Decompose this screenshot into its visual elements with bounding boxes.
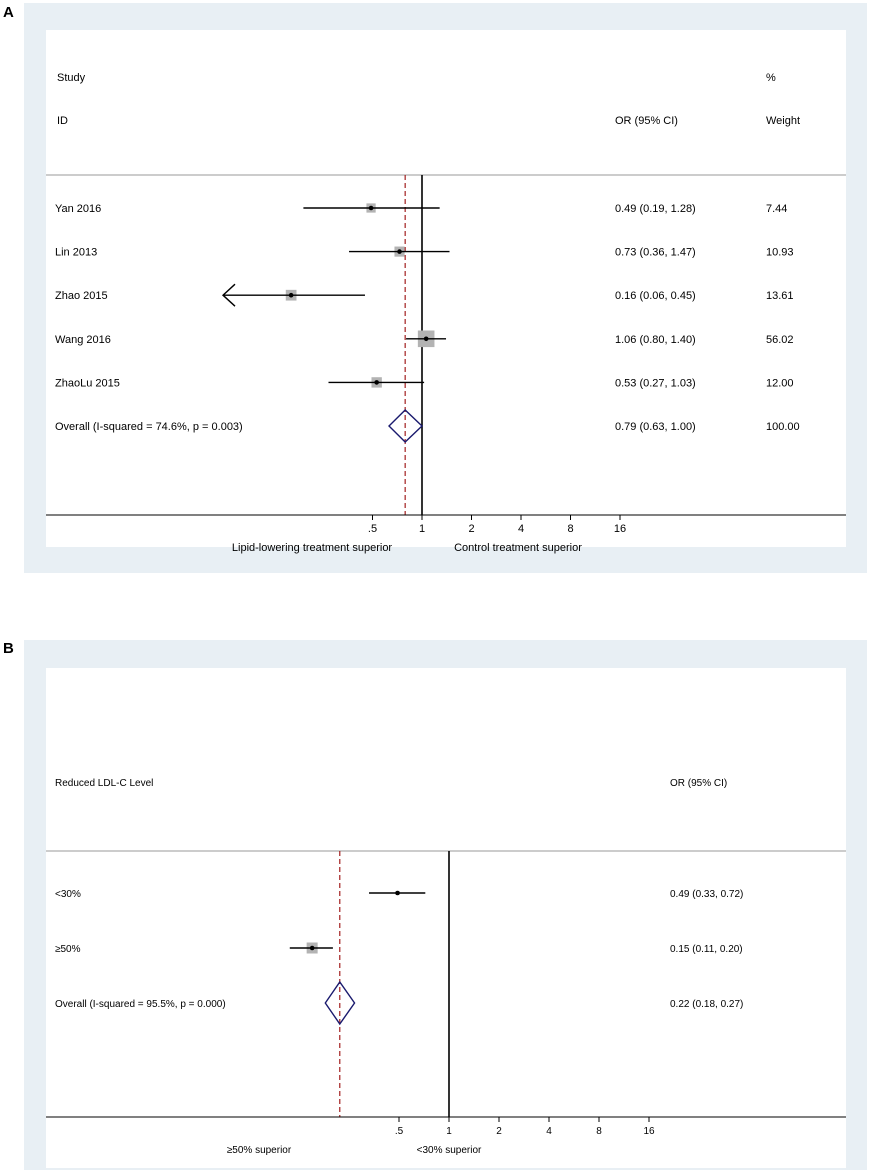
row-ci-text: 0.49 (0.33, 0.72): [670, 889, 744, 900]
overall-ci-text: 0.22 (0.18, 0.27): [670, 999, 744, 1010]
overall-weight-text: 100.00: [766, 421, 800, 433]
panel-b-letter: B: [3, 640, 14, 657]
x-tick-label: 4: [546, 1126, 552, 1137]
row-weight-text: 10.93: [766, 246, 794, 259]
row-label: Lin 2013: [55, 246, 98, 259]
column-header-or: OR (95% CI): [670, 778, 728, 789]
x-axis-label-left: Lipid-lowering treatment superior: [231, 542, 393, 554]
row-ci-text: 0.49 (0.19, 1.28): [615, 203, 696, 215]
row-label: Wang 2016: [55, 333, 111, 346]
x-tick-label: 16: [613, 523, 627, 535]
row-weight-text: 7.44: [766, 203, 788, 215]
overall-label: Overall (I-squared = 74.6%, p = 0.003): [55, 421, 243, 433]
row-label: Zhao 2015: [55, 290, 108, 303]
column-header-study: Study: [57, 72, 86, 84]
forest-plot-b: [0, 630, 870, 1174]
x-tick-label: 8: [596, 1126, 602, 1137]
column-header-or: OR (95% CI): [615, 115, 678, 127]
x-axis-label-right: <30% superior: [416, 1145, 482, 1156]
x-tick-label: 2: [496, 1126, 502, 1137]
panel-a-letter: A: [3, 4, 14, 21]
x-tick-label: 2: [468, 523, 475, 535]
row-weight-text: 12.00: [766, 377, 794, 390]
row-ci-text: 0.15 (0.11, 0.20): [670, 944, 743, 955]
point-estimate: [374, 380, 379, 385]
row-label: ZhaoLu 2015: [55, 377, 120, 390]
x-tick-label: 1: [418, 523, 426, 535]
row-ci-text: 0.53 (0.27, 1.03): [615, 377, 696, 390]
row-weight-text: 56.02: [766, 333, 794, 346]
x-tick-label: 1: [446, 1126, 452, 1137]
point-estimate: [395, 891, 400, 896]
row-ci-text: 0.16 (0.06, 0.45): [615, 290, 696, 303]
overall-ci-text: 0.79 (0.63, 1.00): [615, 421, 696, 433]
row-ci-text: 0.73 (0.36, 1.47): [615, 246, 696, 259]
column-header-percent: %: [766, 72, 776, 84]
x-tick-label: .5: [394, 1126, 404, 1137]
point-estimate: [424, 337, 429, 342]
x-tick-label: 4: [517, 523, 525, 535]
point-estimate: [289, 293, 294, 298]
point-estimate: [397, 249, 402, 254]
column-header-group: Reduced LDL-C Level: [55, 778, 154, 789]
column-header-weight: Weight: [766, 115, 801, 127]
column-header-id: ID: [57, 115, 68, 127]
x-tick-label: 8: [567, 523, 574, 535]
x-axis-label-left: ≥50% superior: [226, 1145, 292, 1156]
row-weight-text: 13.61: [766, 290, 794, 303]
row-label: Yan 2016: [55, 203, 102, 215]
x-tick-label: 16: [643, 1126, 655, 1137]
row-label: <30%: [55, 889, 81, 900]
x-tick-label: .5: [367, 523, 378, 535]
point-estimate: [369, 206, 374, 211]
row-ci-text: 1.06 (0.80, 1.40): [615, 333, 696, 346]
x-axis-label-right: Control treatment superior: [454, 542, 582, 554]
overall-label: Overall (I-squared = 95.5%, p = 0.000): [55, 999, 226, 1010]
point-estimate: [310, 946, 315, 951]
row-label: ≥50%: [55, 944, 81, 955]
